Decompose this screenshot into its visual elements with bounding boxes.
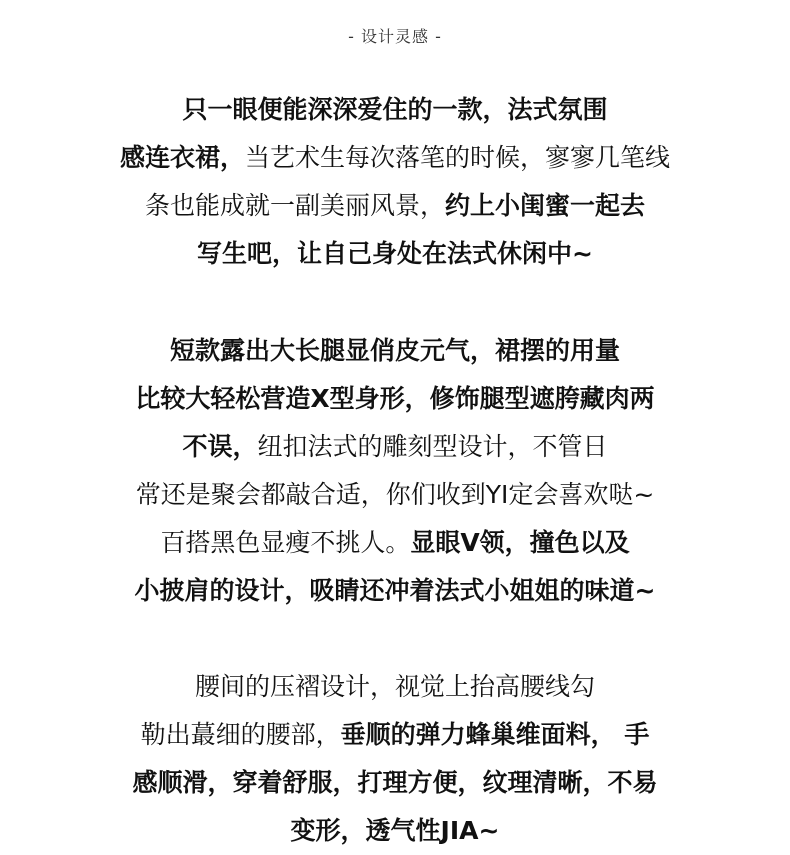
text-line bbox=[0, 519, 790, 567]
bold-text: 比较大轻松营造X型身形，修饰腿型遮胯藏肉两 bbox=[135, 384, 655, 413]
bold-text: 短款露出大长腿显俏皮元气，裙摆的用量 bbox=[169, 336, 620, 365]
bold-text: 只一眼便能深深爱住的一款，法式氛围 bbox=[182, 95, 608, 124]
text-line bbox=[0, 471, 790, 519]
paragraph-3 bbox=[0, 663, 790, 855]
text-line bbox=[0, 567, 790, 615]
text-line bbox=[0, 375, 790, 423]
normal-text: 勒出蕞细的腰部， bbox=[140, 720, 341, 749]
text-line bbox=[0, 134, 790, 182]
normal-text: 纽扣法式的雕刻型设计，不管日 bbox=[257, 432, 608, 461]
normal-text: 腰间的压褶设计，视觉上抬高腰线勾 bbox=[194, 672, 595, 701]
bold-text: 写生吧，让自己身处在法式休闲中~ bbox=[197, 239, 593, 268]
bold-text: 显眼V领，撞色以及 bbox=[410, 528, 630, 557]
section-heading: - 设计灵感 - bbox=[348, 27, 442, 46]
text-line bbox=[0, 711, 790, 759]
bold-text: 感连衣裙， bbox=[119, 143, 245, 172]
normal-text: 当艺术生每次落笔的时候，寥寥几笔线 bbox=[245, 143, 671, 172]
bold-text: 感顺滑，穿着舒服，打理方便，纹理清晰，不易 bbox=[132, 768, 658, 797]
bold-text: 垂顺的弹力蜂巢维面料， 手 bbox=[340, 720, 650, 749]
bold-text: 小披肩的设计，吸睛还冲着法式小姐姐的味道~ bbox=[134, 576, 656, 605]
text-line bbox=[0, 663, 790, 711]
bold-text: 不误， bbox=[182, 432, 258, 461]
bold-text: 约上小闺蜜一起去 bbox=[445, 191, 646, 220]
text-line bbox=[0, 759, 790, 807]
text-line bbox=[0, 423, 790, 471]
normal-text: 百搭黑色显瘦不挑人。 bbox=[160, 528, 411, 557]
text-line bbox=[0, 327, 790, 375]
paragraph-2 bbox=[0, 327, 790, 615]
text-line bbox=[0, 86, 790, 134]
text-line bbox=[0, 230, 790, 278]
text-line bbox=[0, 182, 790, 230]
bold-text: 变形，透气性JIA~ bbox=[290, 816, 500, 845]
paragraph-1 bbox=[0, 86, 790, 278]
normal-text: 常还是聚会都敲合适，你们收到YI定会喜欢哒~ bbox=[135, 480, 655, 509]
normal-text: 条也能成就一副美丽风景， bbox=[144, 191, 445, 220]
text-line bbox=[0, 807, 790, 855]
